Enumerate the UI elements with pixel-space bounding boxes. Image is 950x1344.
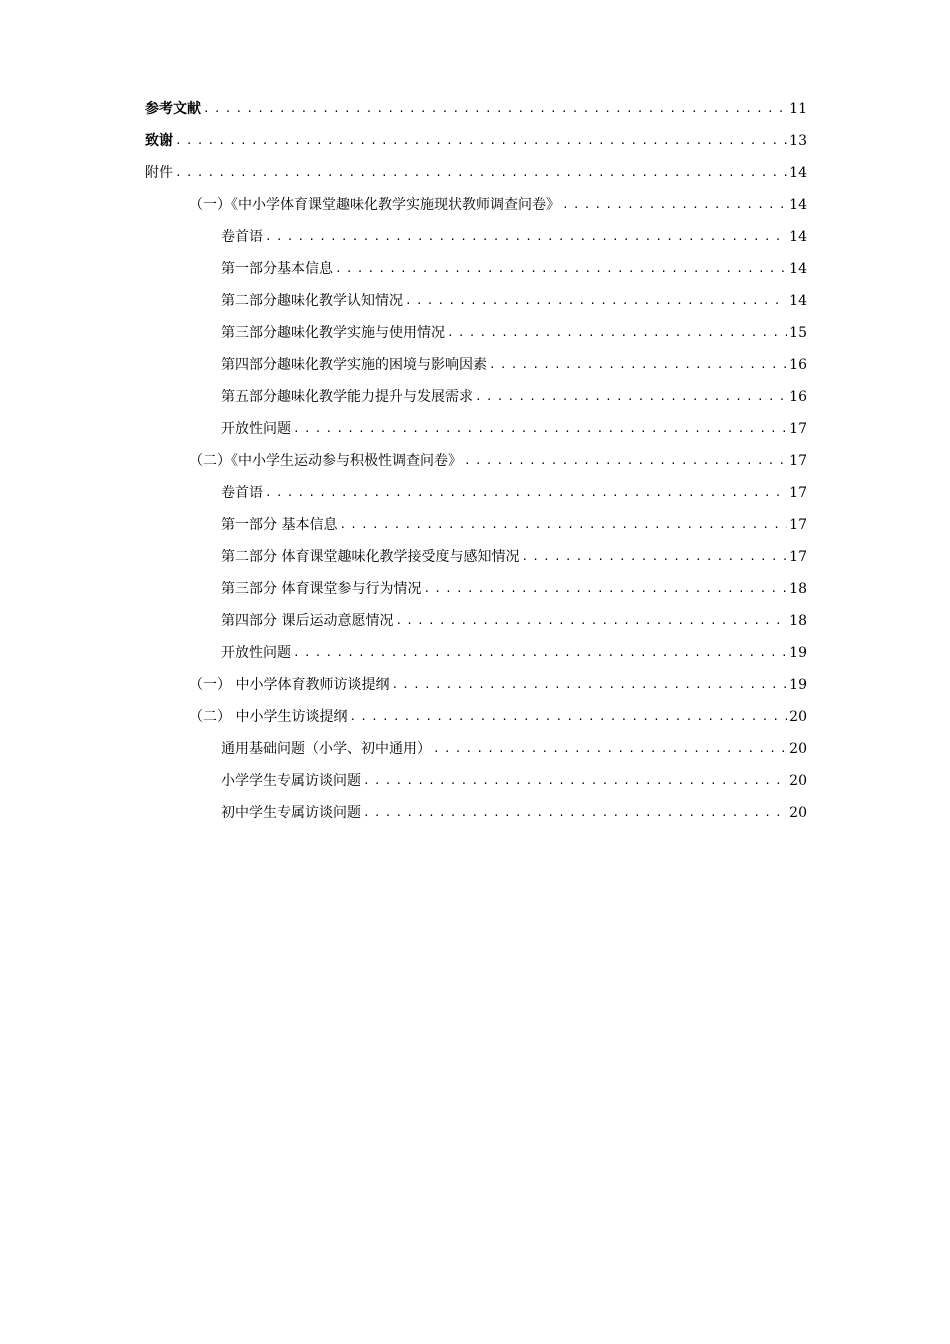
dot-leader bbox=[423, 573, 787, 605]
toc-entry-page: 17 bbox=[789, 549, 807, 565]
toc-entry-title: （一） 中小学体育教师访谈提纲 bbox=[189, 677, 390, 693]
dot-leader bbox=[464, 445, 787, 477]
toc-entry-title: 第二部分趣味化教学认知情况 bbox=[221, 293, 403, 309]
dot-leader bbox=[562, 189, 787, 221]
toc-entry-page: 13 bbox=[789, 133, 807, 149]
toc-entry[interactable] bbox=[145, 413, 807, 445]
toc-entry[interactable] bbox=[145, 125, 807, 157]
toc-entry[interactable] bbox=[145, 669, 807, 701]
dot-leader bbox=[447, 317, 787, 349]
dot-leader bbox=[489, 349, 787, 381]
dot-leader bbox=[175, 157, 787, 189]
toc-entry[interactable] bbox=[145, 285, 807, 317]
toc-entry[interactable] bbox=[145, 605, 807, 637]
toc-entry-title: 第五部分趣味化教学能力提升与发展需求 bbox=[221, 389, 473, 405]
dot-leader bbox=[433, 733, 787, 765]
toc-entry-title: 附件 bbox=[145, 165, 173, 181]
toc-entry[interactable] bbox=[145, 93, 807, 125]
toc-entry-title: 第一部分基本信息 bbox=[221, 261, 333, 277]
toc-entry[interactable] bbox=[145, 381, 807, 413]
toc-entry-title: 第四部分趣味化教学实施的困境与影响因素 bbox=[221, 357, 487, 373]
toc-entry[interactable] bbox=[145, 765, 807, 797]
toc-entry-title: 第三部分 体育课堂参与行为情况 bbox=[221, 581, 422, 597]
toc-entry-page: 16 bbox=[789, 357, 807, 373]
toc-entry-page: 14 bbox=[789, 229, 807, 245]
toc-entry[interactable] bbox=[145, 445, 807, 477]
toc-entry-title: 第四部分 课后运动意愿情况 bbox=[221, 613, 394, 629]
toc-entry[interactable] bbox=[145, 797, 807, 829]
toc-entry-page: 19 bbox=[789, 645, 807, 661]
dot-leader bbox=[363, 797, 787, 829]
dot-leader bbox=[349, 701, 787, 733]
dot-leader bbox=[339, 509, 787, 541]
dot-leader bbox=[363, 765, 787, 797]
toc-entry-title: 初中学生专属访谈问题 bbox=[221, 805, 361, 821]
toc-entry[interactable] bbox=[145, 317, 807, 349]
toc-entry-title: 第三部分趣味化教学实施与使用情况 bbox=[221, 325, 445, 341]
toc-entry-page: 11 bbox=[789, 101, 807, 117]
dot-leader bbox=[265, 221, 787, 253]
toc-entry-page: 14 bbox=[789, 165, 807, 181]
toc-entry[interactable] bbox=[145, 349, 807, 381]
toc-entry[interactable] bbox=[145, 477, 807, 509]
toc-entry-title: 致谢 bbox=[145, 133, 173, 149]
dot-leader bbox=[265, 477, 787, 509]
toc-entry-page: 17 bbox=[789, 453, 807, 469]
toc-entry-page: 17 bbox=[789, 485, 807, 501]
toc-entry-title: 第二部分 体育课堂趣味化教学接受度与感知情况 bbox=[221, 549, 520, 565]
dot-leader bbox=[203, 93, 787, 125]
toc-entry-page: 17 bbox=[789, 517, 807, 533]
dot-leader bbox=[475, 381, 787, 413]
toc-entry-title: 卷首语 bbox=[221, 485, 263, 501]
toc-entry[interactable] bbox=[145, 253, 807, 285]
dot-leader bbox=[293, 637, 787, 669]
toc-entry-page: 20 bbox=[789, 805, 807, 821]
toc-entry-title: 通用基础问题（小学、初中通用） bbox=[221, 741, 431, 757]
toc-entry[interactable] bbox=[145, 541, 807, 573]
dot-leader bbox=[293, 413, 787, 445]
toc-entry-page: 20 bbox=[789, 741, 807, 757]
toc-entry-page: 15 bbox=[789, 325, 807, 341]
toc-entry[interactable] bbox=[145, 509, 807, 541]
toc-entry-title: （一）《中小学体育课堂趣味化教学实施现状教师调查问卷》 bbox=[189, 197, 560, 213]
toc-entry-title: 开放性问题 bbox=[221, 645, 291, 661]
toc-entry-title: 第一部分 基本信息 bbox=[221, 517, 338, 533]
table-of-contents bbox=[145, 93, 807, 829]
dot-leader bbox=[335, 253, 787, 285]
toc-entry-page: 14 bbox=[789, 197, 807, 213]
toc-entry-page: 17 bbox=[789, 421, 807, 437]
toc-entry-page: 18 bbox=[789, 613, 807, 629]
toc-entry[interactable] bbox=[145, 221, 807, 253]
toc-entry-page: 14 bbox=[789, 293, 807, 309]
dot-leader bbox=[175, 125, 787, 157]
dot-leader bbox=[391, 669, 787, 701]
toc-entry[interactable] bbox=[145, 157, 807, 189]
dot-leader bbox=[395, 605, 787, 637]
toc-entry[interactable] bbox=[145, 189, 807, 221]
toc-entry-title: 卷首语 bbox=[221, 229, 263, 245]
toc-entry-title: 小学学生专属访谈问题 bbox=[221, 773, 361, 789]
toc-entry-page: 16 bbox=[789, 389, 807, 405]
toc-entry[interactable] bbox=[145, 701, 807, 733]
toc-entry-title: 参考文献 bbox=[145, 101, 201, 117]
toc-entry-page: 18 bbox=[789, 581, 807, 597]
toc-entry[interactable] bbox=[145, 573, 807, 605]
toc-entry-page: 20 bbox=[789, 709, 807, 725]
dot-leader bbox=[521, 541, 787, 573]
dot-leader bbox=[405, 285, 787, 317]
toc-entry-page: 14 bbox=[789, 261, 807, 277]
toc-entry-title: 开放性问题 bbox=[221, 421, 291, 437]
toc-entry-page: 19 bbox=[789, 677, 807, 693]
toc-entry[interactable] bbox=[145, 637, 807, 669]
toc-entry-title: （二） 中小学生访谈提纲 bbox=[189, 709, 348, 725]
toc-entry[interactable] bbox=[145, 733, 807, 765]
toc-entry-title: （二）《中小学生运动参与积极性调查问卷》 bbox=[189, 453, 462, 469]
toc-entry-page: 20 bbox=[789, 773, 807, 789]
